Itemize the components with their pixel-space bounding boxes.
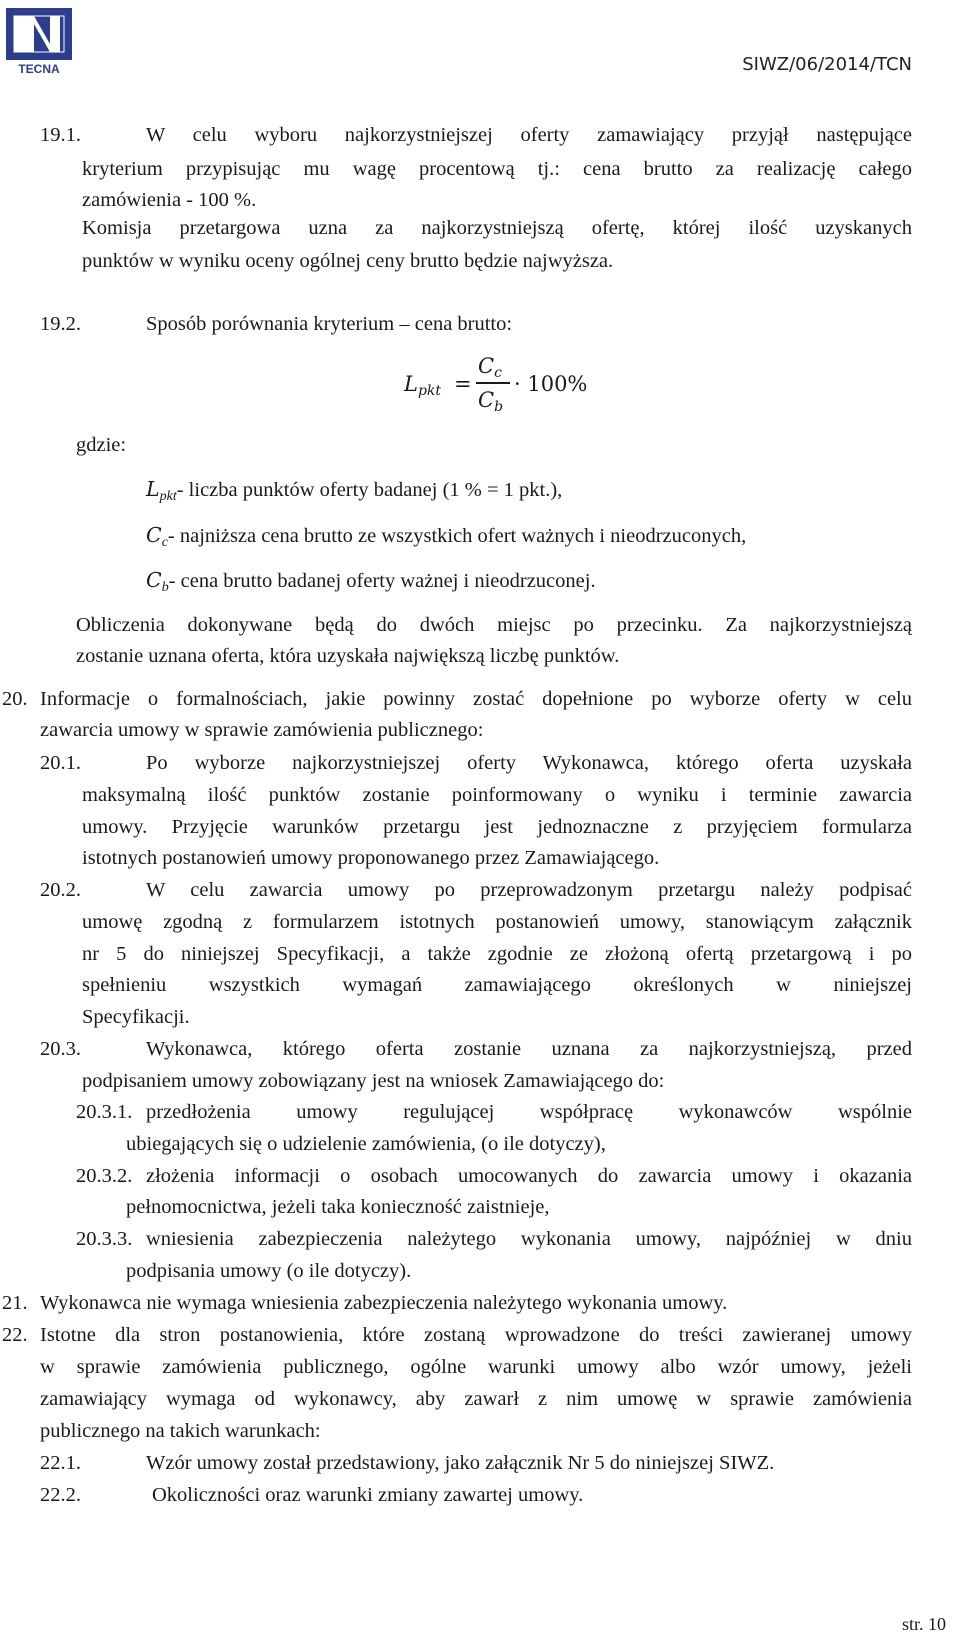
section-text: Informacje o formalnościach, jakie powinny zostać dopełnione po wyborze oferty w celu — [40, 688, 912, 710]
section-number: 19.2. — [40, 313, 81, 335]
section-text: kryterium przypisując mu wagę procentową tj.: cena brutto za realizację całego — [82, 158, 912, 180]
section-text: ubiegających się o udzielenie zamówienia, (o ile dotyczy), — [126, 1133, 606, 1155]
section-text: Wykonawca nie wymaga wniesienia zabezpieczenia należytego wykonania umowy. — [40, 1292, 728, 1314]
section-number: 20.1. — [40, 752, 81, 774]
section-text: Po wyborze najkorzystniejszej oferty Wykonawca, którego oferta uzyskała — [146, 752, 912, 774]
section-text: złożenia informacji o osobach umocowanych do zawarcia umowy i okazania — [146, 1165, 912, 1187]
page-number: str. 10 — [901, 1614, 946, 1634]
fraction-bar — [476, 382, 510, 384]
section-number: 22. — [2, 1324, 28, 1346]
section-text: przedłożenia umowy regulującej współpracę wykonawców wspólnie — [146, 1101, 912, 1123]
section-number: 21. — [2, 1292, 28, 1314]
section-text: zawarcia umowy w sprawie zamówienia publicznego: — [40, 719, 484, 741]
section-text: punktów w wyniku oceny ogólnej ceny brutto będzie najwyższa. — [82, 250, 614, 272]
definition-item: $C_b-$ cena brutto badanej oferty ważnej i nieodrzuconej. — [146, 568, 596, 595]
section-text: wniesienia zabezpieczenia należytego wykonania umowy, najpóźniej w dniu — [146, 1228, 912, 1250]
section-number: 20.3. — [40, 1038, 81, 1060]
section-text: W celu wyboru najkorzystniejszej oferty zamawiający przyjął następujące — [146, 124, 912, 146]
logo-text: TECNA — [18, 62, 60, 74]
section-text: podpisaniem umowy zobowiązany jest na wniosek Zamawiającego do: — [82, 1070, 665, 1092]
tecna-logo — [6, 8, 72, 74]
section-number: 20.3.3. — [76, 1228, 133, 1250]
section-text: umowy. Przyjęcie warunków przetargu jest jednoznaczne z przyjęciem formularza — [82, 816, 912, 838]
section-number: 20. — [2, 688, 28, 710]
section-text: umowę zgodną z formularzem istotnych postanowień umowy, stanowiącym załącznik — [82, 911, 912, 933]
section-number: 20.2. — [40, 879, 81, 901]
formula — [404, 352, 644, 422]
formula-multiplier: · 100% — [514, 372, 588, 396]
section-text: Wykonawca, którego oferta zostanie uznana za najkorzystniejszą, przed — [146, 1038, 912, 1060]
document-reference: SIWZ/06/2014/TCN — [742, 54, 912, 75]
formula-equals: = — [454, 372, 472, 396]
section-number: 20.3.2. — [76, 1165, 133, 1187]
section-text: w sprawie zamówienia publicznego, ogólne warunki umowy albo wzór umowy, jeżeli — [40, 1356, 912, 1378]
section-text: Komisja przetargowa uzna za najkorzystniejszą ofertę, której ilość uzyskanych — [82, 217, 912, 239]
section-text: pełnomocnictwa, jeżeli taka konieczność zaistnieje, — [126, 1196, 550, 1218]
section-text: Okoliczności oraz warunki zmiany zawartej umowy. — [152, 1484, 584, 1506]
section-text: Sposób porównania kryterium – cena brutto: — [146, 313, 513, 335]
gdzie-label: gdzie: — [76, 434, 127, 456]
section-text: publicznego na takich warunkach: — [40, 1420, 321, 1442]
formula-lhs: $L_{pkt}$ — [404, 372, 442, 399]
section-text: W celu zawarcia umowy po przeprowadzonym przetargu należy podpisać — [146, 879, 912, 901]
section-text: zamawiający wymaga od wykonawcy, aby zawarł z nim umowę w sprawie zamówienia — [40, 1388, 912, 1410]
formula-denominator: $C_b$ — [478, 388, 504, 415]
section-number: 19.1. — [40, 124, 81, 146]
section-text: Obliczenia dokonywane będą do dwóch miejsc po przecinku. Za najkorzystniejszą — [76, 614, 912, 636]
section-number: 20.3.1. — [76, 1101, 133, 1123]
section-number: 22.2. — [40, 1484, 81, 1506]
section-text: istotnych postanowień umowy proponowanego przez Zamawiającego. — [82, 847, 660, 869]
section-text: podpisania umowy (o ile dotyczy). — [126, 1260, 412, 1282]
section-text: Specyfikacji. — [82, 1006, 190, 1028]
definition-item: $L_{pkt}-$ liczba punktów oferty badanej (1 % = 1 pkt.), — [146, 477, 563, 504]
formula-numerator: $C_c$ — [478, 354, 502, 381]
section-text: Wzór umowy został przedstawiony, jako załącznik Nr 5 do niniejszej SIWZ. — [146, 1452, 775, 1474]
definition-item: $C_c-$ najniższa cena brutto ze wszystkich ofert ważnych i nieodrzuconych, — [146, 523, 747, 550]
section-number: 22.1. — [40, 1452, 81, 1474]
section-text: nr 5 do niniejszej Specyfikacji, a także zgodnie ze złożoną ofertą przetargową i po — [82, 943, 912, 965]
section-text: maksymalną ilość punktów zostanie poinformowany o wyniku i terminie zawarcia — [82, 784, 912, 806]
section-text: zamówienia - 100 %. — [82, 189, 257, 211]
section-text: zostanie uznana oferta, która uzyskała największą liczbę punktów. — [76, 645, 620, 667]
section-text: spełnieniu wszystkich wymagań zamawiającego określonych w niniejszej — [82, 974, 912, 996]
section-text: Istotne dla stron postanowienia, które zostaną wprowadzone do treści zawieranej umowy — [40, 1324, 912, 1346]
